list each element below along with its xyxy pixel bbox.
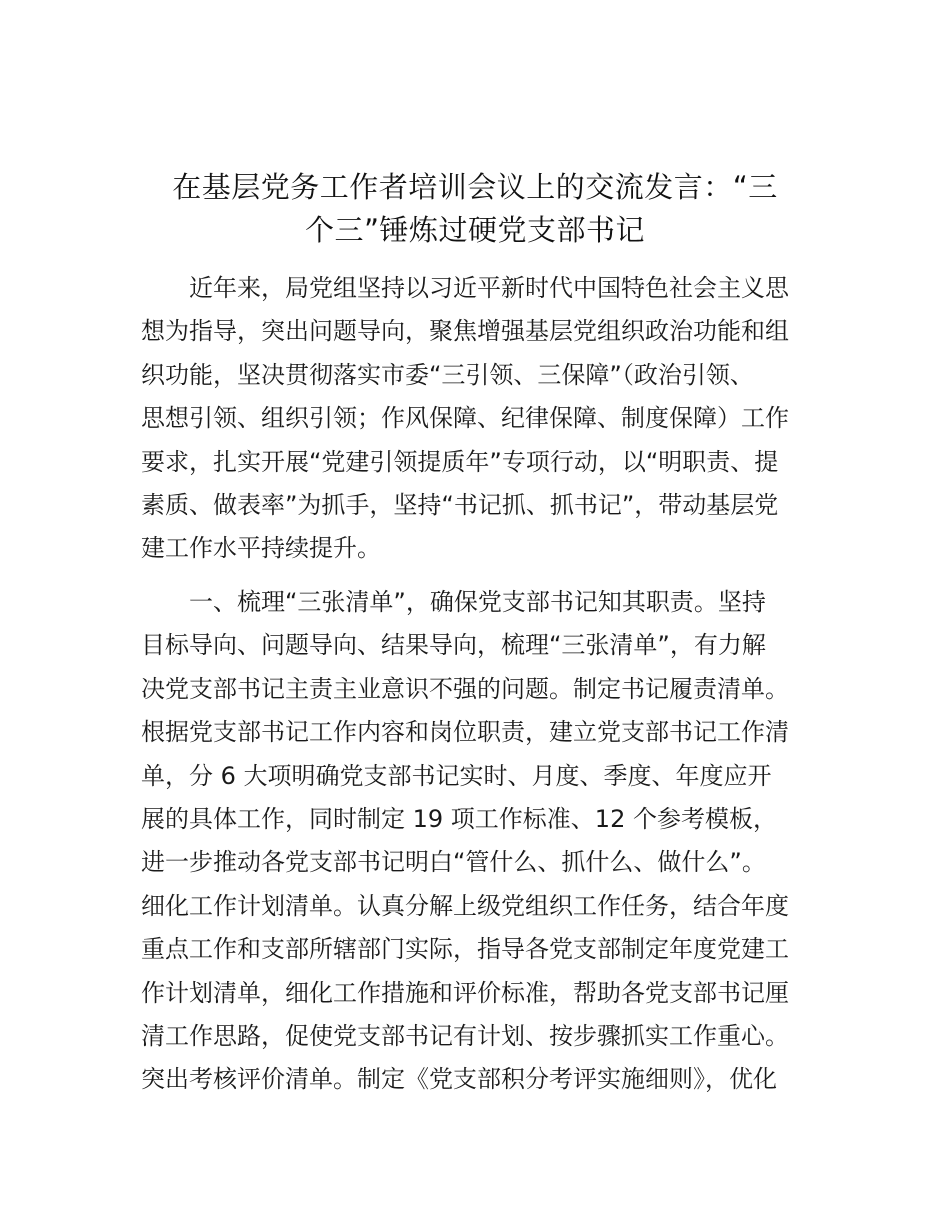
document-title	[120, 165, 830, 252]
paragraph-line: 重点工作和支部所辖部门实际，指导各党支部制定年度党建工	[141, 935, 789, 964]
paragraph-intro	[141, 267, 811, 571]
paragraph-line: 决党支部书记主责主业意识不强的问题。制定书记履责清单。	[141, 674, 789, 703]
paragraph-line: 细化工作计划清单。认真分解上级党组织工作任务，结合年度	[141, 891, 789, 920]
paragraph-line: 想为指导，突出问题导向，聚焦增强基层党组织政治功能和组	[141, 317, 789, 346]
paragraph-line: 目标导向、问题导向、结果导向，梳理“三张清单”，有力解	[141, 631, 766, 660]
paragraph-line: 清工作思路，促使党支部书记有计划、按步骤抓实工作重心。	[141, 1021, 789, 1050]
paragraph-section-one	[141, 581, 811, 1102]
paragraph-line: 素质、做表率”为抓手，坚持“书记抓、抓书记”，带动基层党	[141, 490, 779, 519]
paragraph-line: 要求，扎实开展“党建引领提质年”专项行动，以“明职责、提	[141, 447, 779, 476]
paragraph-line: 一、梳理“三张清单”，确保党支部书记知其职责。坚持	[189, 588, 766, 616]
paragraph-line: 突出考核评价清单。制定《党支部积分考评实施细则》，优化	[141, 1065, 777, 1094]
title-line-2: 个三”锤炼过硬党支部书记	[304, 213, 646, 248]
paragraph-line: 建工作水平持续提升。	[141, 534, 381, 563]
paragraph-line: 单，分 6 大项明确党支部书记实时、月度、季度、年度应开	[141, 761, 772, 790]
paragraph-line: 进一步推动各党支部书记明白“管什么、抓什么、做什么”。	[141, 848, 766, 877]
paragraph-line: 展的具体工作，同时制定 19 项工作标准、12 个参考模板，	[141, 804, 777, 833]
paragraph-line: 思想引领、组织引领；作风保障、纪律保障、制度保障）工作	[141, 404, 789, 433]
paragraph-line: 作计划清单，细化工作措施和评价标准，帮助各党支部书记厘	[141, 978, 789, 1007]
paragraph-line: 根据党支部书记工作内容和岗位职责，建立党支部书记工作清	[141, 718, 789, 747]
paragraph-line: 织功能，坚决贯彻落实市委“三引领、三保障”（政治引领、	[141, 360, 754, 389]
paragraph-line: 近年来，局党组坚持以习近平新时代中国特色社会主义思	[189, 274, 789, 302]
title-line-1: 在基层党务工作者培训会议上的交流发言：“三	[172, 170, 778, 204]
